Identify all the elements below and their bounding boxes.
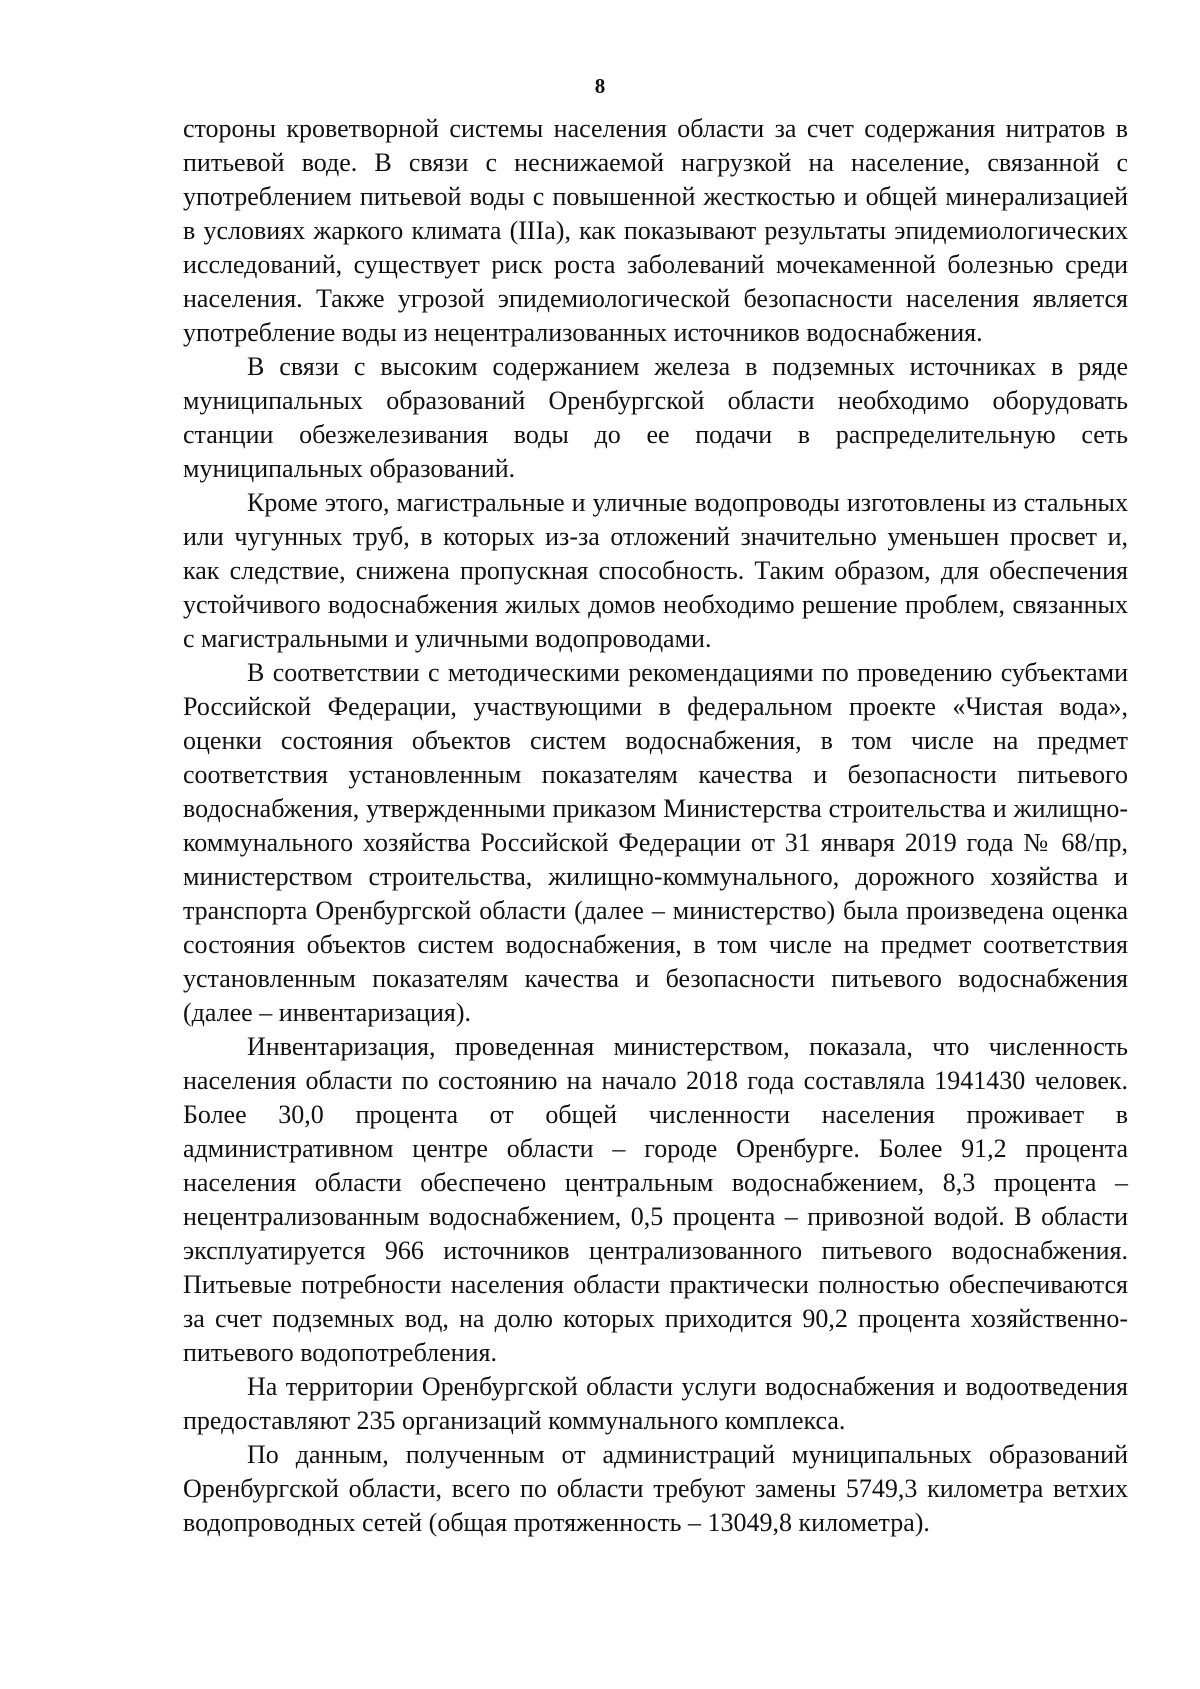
paragraph-organizations: На территории Оренбургской области услуги водоснабжения и водоотведения предоставляют 235 организаций коммунального комплекса.: [183, 1372, 1128, 1435]
page-number: 8: [594, 74, 606, 98]
paragraph-network-replacement: По данным, полученным от администраций муниципальных образований Оренбургской области, всего по области требуют замены 5749,3 километра ветхих водопроводных сетей (общая протяженность – 13049,8 километра).: [183, 1440, 1128, 1537]
paragraph-continuation: стороны кроветворной системы населения области за счет содержания нитратов в питьевой воде. В связи с неснижаемой нагрузкой на население, связанной с употреблением питьевой воды с повышенной жесткостью и общей минерализацией в условиях жаркого климата (IIIа), как показывают результаты эпидемиологических исследований, существует риск роста заболеваний мочекаменной болезнью среди населения. Также угрозой эпидемиологической безопасности населения является употребление воды из нецентрализованных источников водоснабжения.: [183, 114, 1128, 347]
document-body: [183, 112, 1128, 1540]
paragraph-methodology: В соответствии с методическими рекомендациями по проведению субъектами Российской Федерации, участвующими в федеральном проекте «Чистая вода», оценки состояния объектов систем водоснабжения, в том числе на предмет соответствия установленным показателям качества и безопасности питьевого водоснабжения, утвержденными приказом Министерства строительства и жилищно-коммунального хозяйства Российской Федерации от 31 января 2019 года № 68/пр, министерством строительства, жилищно-коммунального, дорожного хозяйства и транспорта Оренбургской области (далее – министерство) была произведена оценка состояния объектов систем водоснабжения, в том числе на предмет соответствия установленным показателям качества и безопасности питьевого водоснабжения (далее – инвентаризация).: [183, 658, 1128, 1027]
paragraph-pipelines: Кроме этого, магистральные и уличные водопроводы изготовлены из стальных или чугунных труб, в которых из-за отложений значительно уменьшен просвет и, как следствие, снижена пропускная способность. Таким образом, для обеспечения устойчивого водоснабжения жилых домов необходимо решение проблем, связанных с магистральными и уличными водопроводами.: [183, 488, 1128, 653]
paragraph-inventory: Инвентаризация, проведенная министерством, показала, что численность населения области по состоянию на начало 2018 года составляла 1941430 человек. Более 30,0 процента от общей численности населения проживает в административном центре области – городе Оренбурге. Более 91,2 процента населения области обеспечено центральным водоснабжением, 8,3 процента – нецентрализованным водоснабжением, 0,5 процента – привозной водой. В области эксплуатируется 966 источников централизованного питьевого водоснабжения. Питьевые потребности населения области практически полностью обеспечиваются за счет подземных вод, на долю которых приходится 90,2 процента хозяйственно-питьевого водопотребления.: [183, 1032, 1128, 1367]
paragraph-iron-content: В связи с высоким содержанием железа в подземных источниках в ряде муниципальных образований Оренбургской области необходимо оборудовать станции обезжелезивания воды до ее подачи в распределительную сеть муниципальных образований.: [183, 352, 1128, 483]
